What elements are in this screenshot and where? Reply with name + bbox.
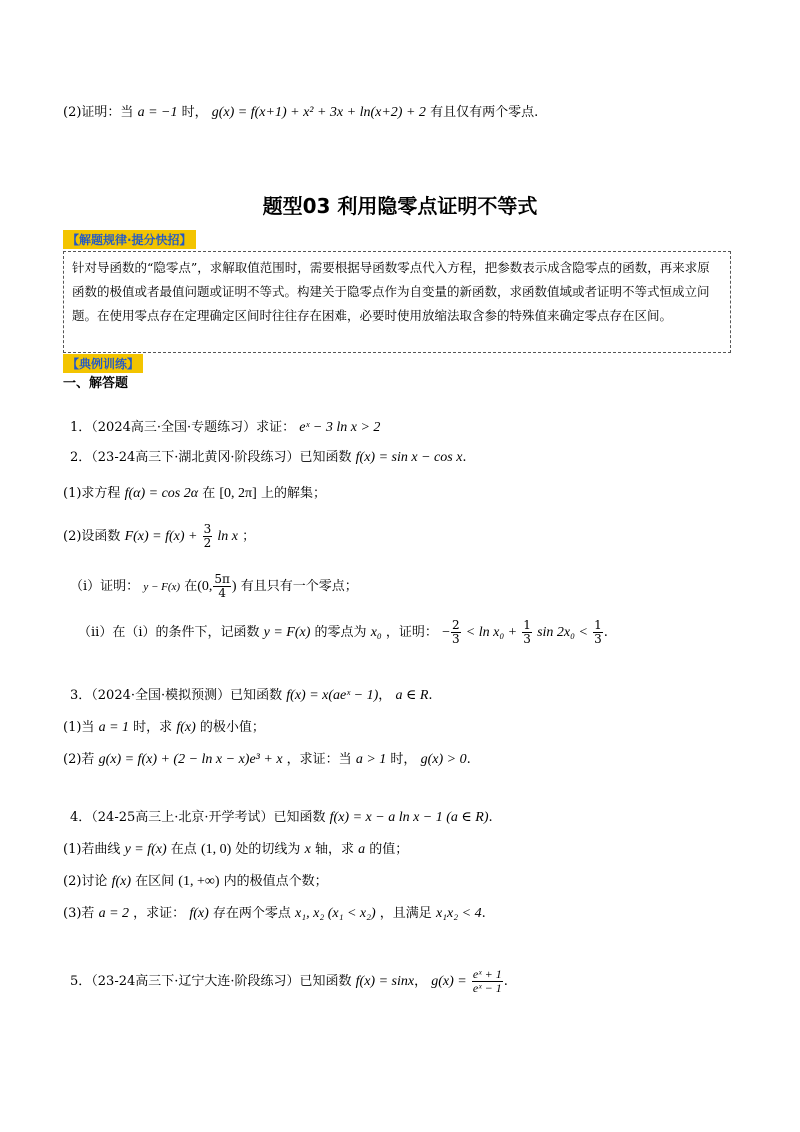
problem-4-q1-pre: (1)若曲线 xyxy=(63,842,121,857)
problem-1-head: 1．（2024高三·全国·专题练习）求证： xyxy=(70,420,296,435)
problem-5-end: . xyxy=(503,974,508,989)
problem-1-expr: eˣ − 3 ln x > 2 xyxy=(299,420,381,435)
example-label: 【典例训练】 xyxy=(63,354,143,373)
problem-3-q2-end: . xyxy=(466,752,471,767)
problem-2-qi-expr: y − F(x) xyxy=(143,581,181,593)
fraction xyxy=(472,968,503,995)
problem-4-func: f(x) = x − a ln x − 1 (a ∈ R) xyxy=(329,810,489,825)
problem-2-qii-end: . xyxy=(603,625,608,640)
problem-4-q3-zeros: x₁, x₂ (x₁ < x₂) xyxy=(295,906,376,921)
problem-2-qii-sin: sin 2x₀ < xyxy=(537,625,588,640)
problem-2-q1 xyxy=(63,484,326,504)
problem-2-qii-x0: x₀ xyxy=(370,625,382,640)
problem-2-qii-lhs: − xyxy=(442,625,450,640)
problem-4 xyxy=(70,808,493,828)
fraction-denominator: 4 xyxy=(218,586,226,600)
problem-2-q2 xyxy=(63,522,255,552)
top-item-suffix: 有且仅有两个零点. xyxy=(430,105,539,120)
problem-2-qi-close: ) xyxy=(231,579,237,594)
problem-4-q3-f: f(x) xyxy=(189,906,209,921)
fraction xyxy=(593,619,603,646)
problem-3-q2-concl: g(x) > 0 xyxy=(420,752,467,767)
fraction-denominator: 3 xyxy=(523,632,531,646)
problem-4-q2-pre: (2)讨论 xyxy=(63,874,108,889)
top-item-prefix: (2)证明：当 xyxy=(63,105,134,120)
problem-2-func: f(x) = sin x − cos x xyxy=(355,450,463,465)
problem-4-end: . xyxy=(488,810,493,825)
problem-4-head: 4．（24-25高三上·北京·开学考试）已知函数 xyxy=(70,810,326,825)
problem-4-q1 xyxy=(63,840,408,860)
problem-2 xyxy=(70,448,467,468)
problem-4-q2-mid: 在区间 xyxy=(135,874,175,889)
problem-5-head: 5．（23-24高三下·辽宁大连·阶段练习）已知函数 xyxy=(70,974,352,989)
problem-2-q2-expr: F(x) = f(x) + xyxy=(124,529,198,544)
fraction-numerator: 1 xyxy=(523,618,531,632)
fraction xyxy=(451,619,461,646)
problem-3-q2-expr: g(x) = f(x) + (2 − ln x − x)e³ + x xyxy=(98,752,283,767)
problem-2-q1-eq: f(α) = cos 2α xyxy=(124,486,199,501)
problem-4-q2 xyxy=(63,872,328,892)
problem-4-q1-point: (1, 0) xyxy=(200,842,232,857)
problem-5-mid: ， xyxy=(414,974,428,989)
fraction-numerator: 5π xyxy=(214,572,230,586)
top-item-mid: 时， xyxy=(181,105,208,120)
problem-5-func: f(x) = sinx xyxy=(355,974,415,989)
problem-3 xyxy=(70,686,433,706)
problem-3-q1 xyxy=(63,718,265,738)
problem-4-q3-mid2: 存在两个零点 xyxy=(212,906,291,921)
top-item-cond: a = −1 xyxy=(137,105,178,120)
problem-3-q2-cond: a > 1 xyxy=(355,752,387,767)
problem-4-q1-a: a xyxy=(358,842,366,857)
problem-2-q2-post: ； xyxy=(242,529,256,544)
fraction-numerator: eˣ + 1 xyxy=(472,967,502,981)
section-title: 题型03 利用隐零点证明不等式 xyxy=(262,194,538,218)
problem-3-func: f(x) = x(aeˣ − 1) xyxy=(286,688,379,703)
problem-2-qii-mid2: ，证明： xyxy=(385,625,438,640)
problem-5-g-pre: g(x) = xyxy=(431,974,467,989)
problem-2-end: . xyxy=(462,450,467,465)
problem-4-q3 xyxy=(63,904,486,924)
problem-4-q2-interval: (1, +∞) xyxy=(178,874,220,889)
problem-2-q1-pre: (1)求方程 xyxy=(63,486,121,501)
problem-3-head: 3．（2024·全国·模拟预测）已知函数 xyxy=(70,688,283,703)
fraction-denominator: eˣ − 1 xyxy=(472,981,502,995)
problem-5 xyxy=(70,966,508,998)
problem-4-q3-mid: ，求证： xyxy=(133,906,186,921)
problem-2-qii-mid-expr: < ln x₀ + xyxy=(465,625,518,640)
problem-2-qii-pre: （ii）在（i）的条件下，记函数 xyxy=(78,625,260,640)
problem-2-qi-post: 有且只有一个零点； xyxy=(240,579,358,594)
problem-4-q2-post: 内的极值点个数； xyxy=(223,874,328,889)
fraction-denominator: 2 xyxy=(203,536,212,550)
problem-2-q1-mid: 在 xyxy=(202,486,216,501)
fraction-denominator: 3 xyxy=(451,632,460,646)
problem-4-q2-f: f(x) xyxy=(111,874,131,889)
problem-2-q2-tail: ln x xyxy=(217,529,239,544)
problem-3-q2-pre: (2)若 xyxy=(63,752,95,767)
problem-3-q1-mid: 时，求 xyxy=(133,720,173,735)
problem-4-q1-curve: y = f(x) xyxy=(124,842,167,857)
tip-label: 【解题规律·提分快招】 xyxy=(63,230,196,249)
problem-2-q2-pre: (2)设函数 xyxy=(63,529,121,544)
top-item-expr: g(x) = f(x+1) + x² + 3x + ln(x+2) + 2 xyxy=(211,105,426,120)
fraction xyxy=(522,619,532,646)
problem-3-mid: ， xyxy=(378,688,392,703)
problem-4-q1-mid2: 处的切线为 xyxy=(235,842,301,857)
fraction-denominator: 3 xyxy=(594,632,602,646)
problem-2-qii-func: y = F(x) xyxy=(263,625,311,640)
problem-2-qi xyxy=(70,572,358,602)
problem-4-q1-mid: 在点 xyxy=(170,842,197,857)
problem-3-q1-pre: (1)当 xyxy=(63,720,95,735)
problem-2-q1-post: 上的解集； xyxy=(260,486,326,501)
problem-2-qii-mid: 的零点为 xyxy=(314,625,367,640)
tip-box xyxy=(63,251,731,353)
problem-3-q2 xyxy=(63,750,471,770)
problem-3-q2-mid2: 时， xyxy=(390,752,417,767)
top-item xyxy=(63,103,538,123)
fraction-numerator: 2 xyxy=(451,618,460,632)
fraction xyxy=(213,573,231,600)
problem-3-cond: a ∈ R xyxy=(395,688,429,703)
problem-4-q3-pre: (3)若 xyxy=(63,906,95,921)
fraction-numerator: 3 xyxy=(203,522,212,536)
problem-4-q3-concl: x₁x₂ < 4 xyxy=(435,906,482,921)
problem-4-q3-end: . xyxy=(481,906,486,921)
problem-3-q2-mid: ，求证：当 xyxy=(286,752,352,767)
problem-4-q3-cond: a = 2 xyxy=(98,906,130,921)
problem-4-q1-x: x xyxy=(304,842,311,857)
problem-4-q3-mid3: ，且满足 xyxy=(379,906,432,921)
problem-3-q1-f: f(x) xyxy=(176,720,196,735)
problem-4-q1-post: 的值； xyxy=(369,842,409,857)
problem-2-qi-open: (0, xyxy=(197,579,213,594)
problem-2-qi-pre: （i）证明： xyxy=(70,579,140,594)
problem-3-q1-cond: a = 1 xyxy=(98,720,130,735)
problem-2-qi-mid: 在 xyxy=(184,579,198,594)
problem-3-q1-post: 的极小值； xyxy=(199,720,265,735)
problem-3-end: . xyxy=(428,688,433,703)
subheading: 一、解答题 xyxy=(63,376,129,391)
problem-2-q1-interval: [0, 2π] xyxy=(219,486,257,501)
tip-text: 针对导函数的“隐零点”，求解取值范围时，需要根据导函数零点代入方程，把参数表示成含隐零点的函数，再来求原函数的极值或者最值问题或证明不等式。构建关于隐零点作为自变量的新函数，求函数值域或者证明不等式恒成立问题。在使用零点存在定理确定区间时往往存在困难，必要时使用放缩法取含参的特殊值来确定零点存在区间。 xyxy=(72,260,710,323)
problem-4-q1-mid3: 轴，求 xyxy=(314,842,354,857)
problem-2-qii xyxy=(78,618,608,648)
problem-2-head: 2．（23-24高三下·湖北黄冈·阶段练习）已知函数 xyxy=(70,450,352,465)
fraction-numerator: 1 xyxy=(594,618,602,632)
problem-1 xyxy=(70,418,380,438)
fraction xyxy=(203,523,213,550)
